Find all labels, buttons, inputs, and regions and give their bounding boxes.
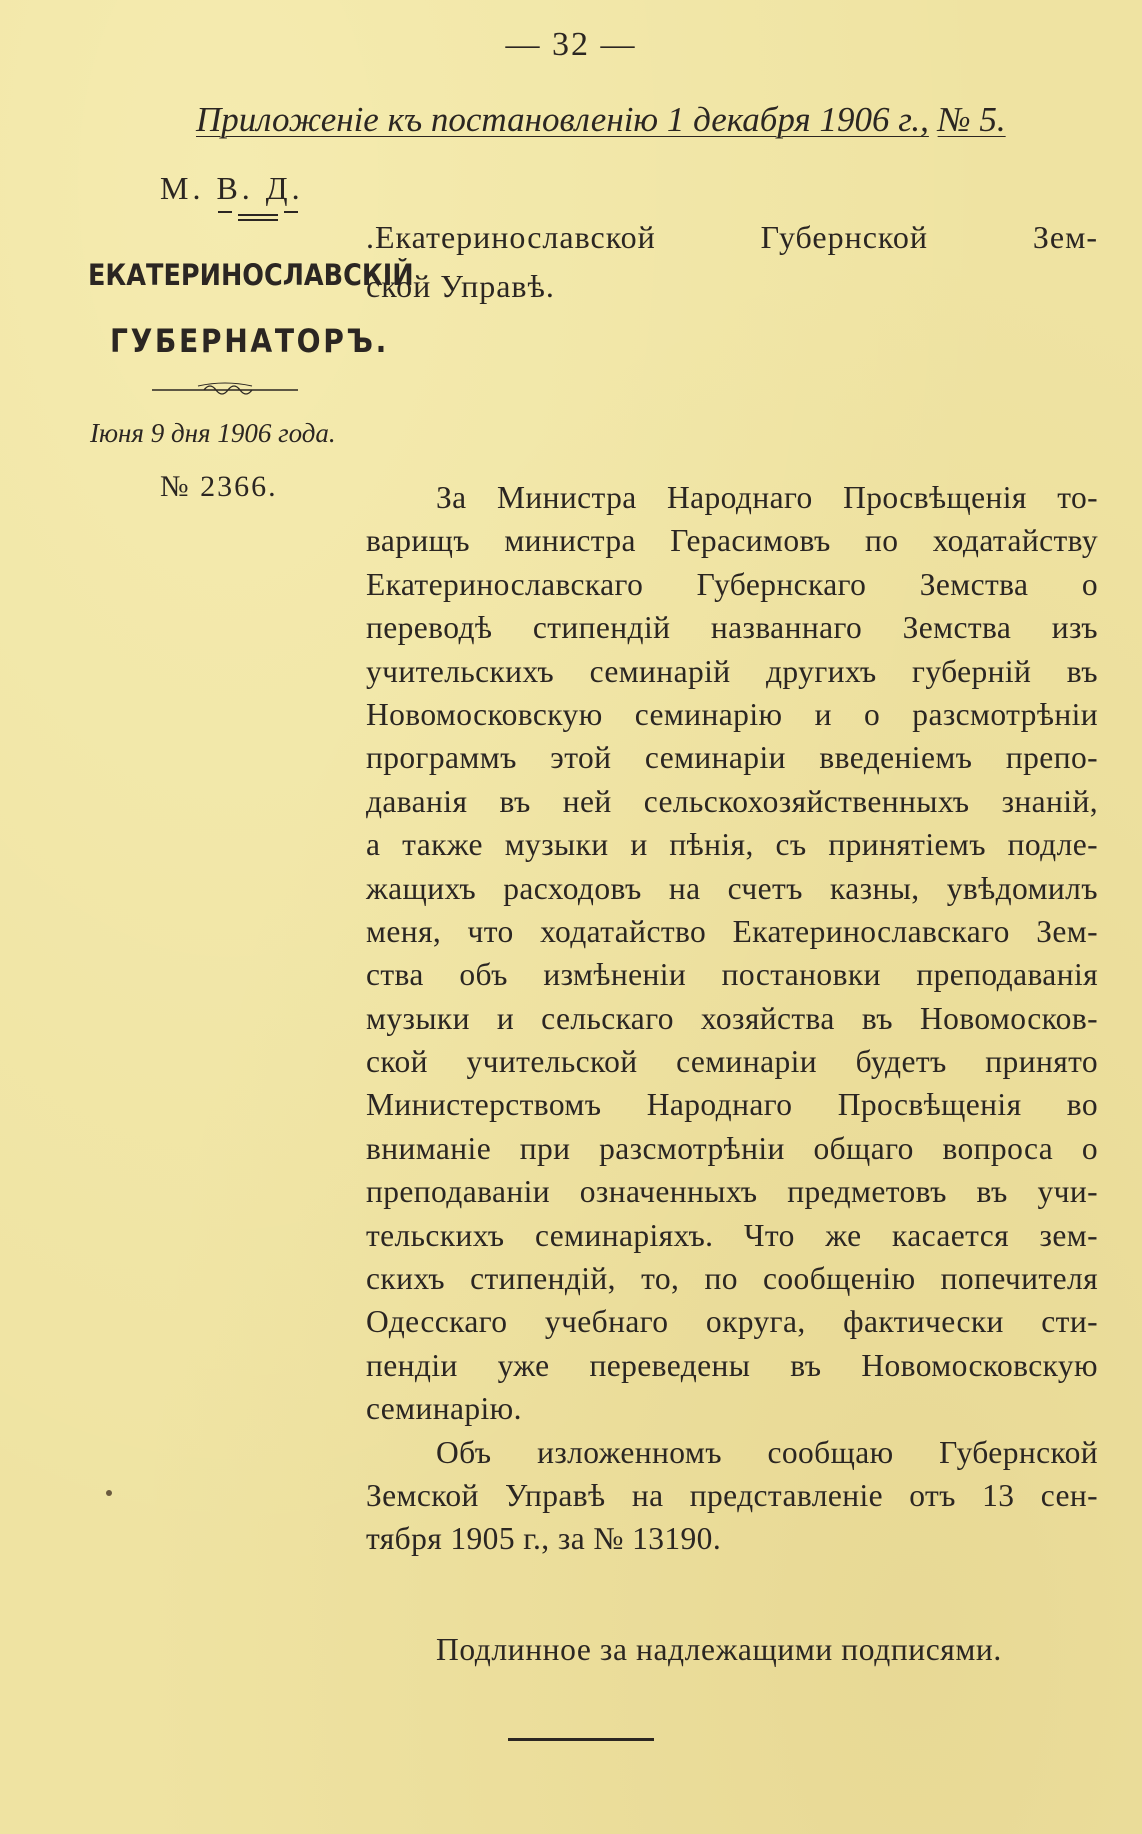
- addressee-line: .Екатеринославской Губернской Зем-: [366, 219, 1098, 255]
- annex-heading: [196, 100, 1006, 140]
- ministry-abbreviation: М. В. Д.: [160, 170, 304, 206]
- body-line: тельскихъ семинаріяхъ. Что же касается зем-: [366, 1217, 1098, 1253]
- ink-speck: [106, 1490, 112, 1496]
- body-line: Земской Управѣ на представленіе отъ 13 сен-: [366, 1477, 1098, 1513]
- annex-number: № 5.: [937, 100, 1006, 139]
- body-line: варищъ министра Герасимовъ по ходатайству: [366, 523, 1098, 559]
- body-line: меня, что ходатайство Екатеринославскаго Зем-: [366, 913, 1098, 949]
- body-line: жащихъ расходовъ на счетъ казны, увѣдомилъ: [366, 870, 1098, 906]
- closing-rule: [508, 1738, 654, 1741]
- body-line: преподаваніи означенныхъ предметовъ въ учи-: [366, 1174, 1098, 1210]
- decorative-rule-icon: [152, 378, 298, 398]
- addressee-line: ской Управѣ.: [366, 268, 555, 304]
- letter-date: Іюня 9 дня 1906 года.: [90, 418, 336, 448]
- addressee: [366, 213, 1098, 311]
- separator-double-line-lower: [238, 219, 278, 221]
- body-line: скихъ стипендій, то, по сообщенію попечителя: [366, 1261, 1098, 1297]
- sender-office: ЕКАТЕРИНОСЛАВСКІЙ: [88, 258, 414, 292]
- sender-title: ГУБЕРНАТОРЪ.: [110, 322, 389, 360]
- body-line: Одесскаго учебнаго округа, фактически сти-: [366, 1304, 1098, 1340]
- body-line: тября 1905 г., за № 13190.: [366, 1521, 722, 1557]
- body-line: а также музыки и пѣнія, съ принятіемъ подле-: [366, 827, 1098, 863]
- body-line: Министерствомъ Народнаго Просвѣщенія во: [366, 1087, 1098, 1123]
- body-line: пендіи уже переведены въ Новомосковскую: [366, 1347, 1098, 1383]
- body-line: Объ изложенномъ сообщаю Губернской: [436, 1434, 1098, 1470]
- body-line: даванія въ ней сельскохозяйственныхъ знаній,: [366, 783, 1098, 819]
- separator-dash: [218, 211, 232, 213]
- body-line: переводѣ стипендій названнаго Земства изъ: [366, 610, 1098, 646]
- body-line: музыки и сельскаго хозяйства въ Новомосков-: [366, 1000, 1098, 1036]
- annex-prefix: Приложеніе къ постановленію 1 декабря 1906 г.,: [196, 100, 929, 139]
- separator-double-line: [238, 214, 278, 216]
- body-line: Екатеринославскаго Губернскаго Земства о: [366, 566, 1098, 602]
- body-line: вниманіе при разсмотрѣніи общаго вопроса о: [366, 1130, 1098, 1166]
- body-line: ской учительской семинаріи будетъ принято: [366, 1044, 1098, 1080]
- body-line: ства объ измѣненіи постановки преподаванія: [366, 957, 1098, 993]
- letter-body: [366, 476, 1098, 1561]
- body-line: Новомосковскую семинарію и о разсмотрѣніи: [366, 696, 1098, 732]
- page-number: — 32 —: [505, 26, 637, 63]
- letter-reference-number: № 2366.: [160, 470, 278, 503]
- body-line: За Министра Народнаго Просвѣщенія то-: [436, 480, 1098, 515]
- closing-note: Подлинное за надлежащими подписями.: [436, 1632, 1002, 1667]
- separator-dash-right: [284, 211, 298, 213]
- body-line: программъ этой семинаріи введеніемъ препо-: [366, 740, 1098, 776]
- body-line: семинарію.: [366, 1391, 522, 1427]
- body-line: учительскихъ семинарій другихъ губерній въ: [366, 653, 1098, 689]
